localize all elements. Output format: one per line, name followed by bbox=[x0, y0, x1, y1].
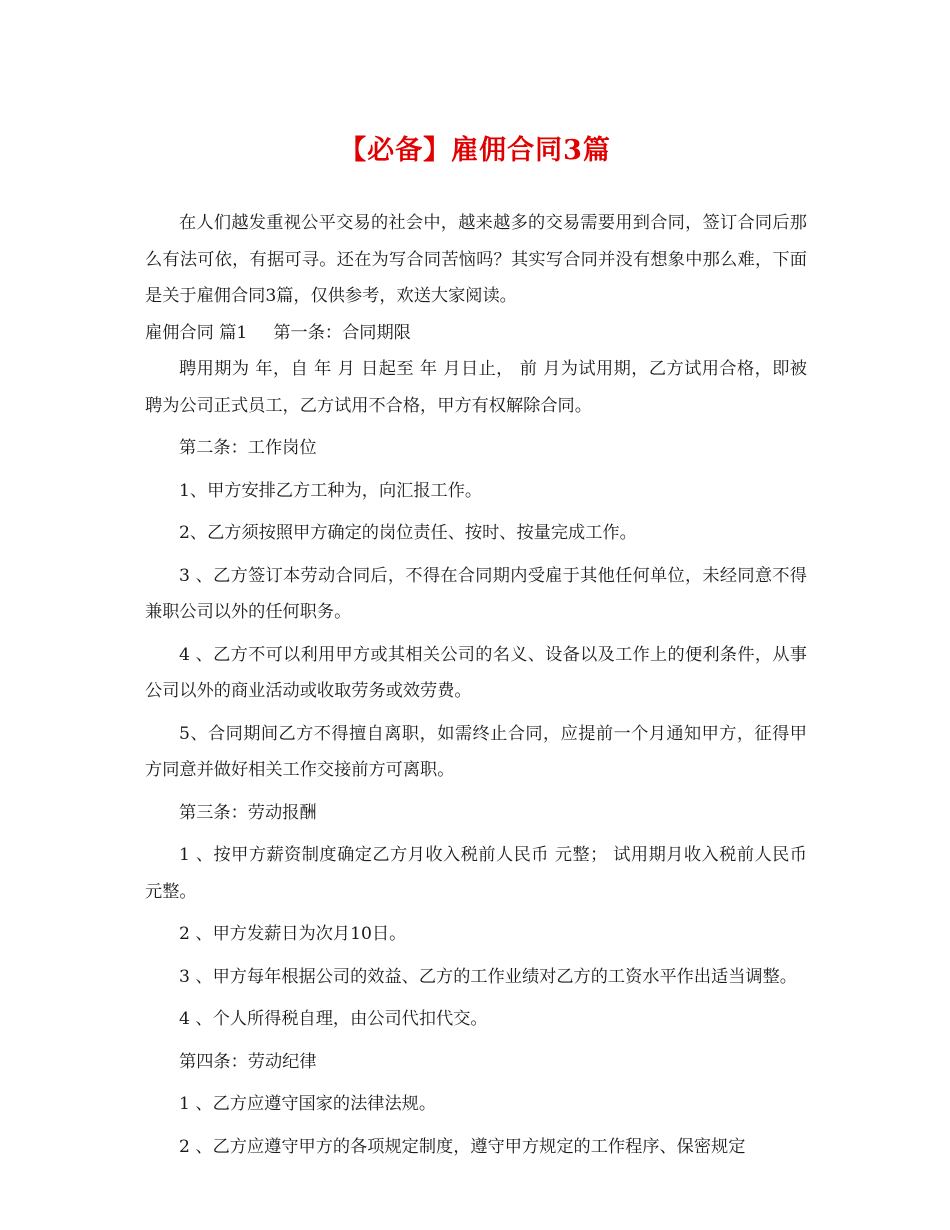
article3-item: 1 、按甲方薪资制度确定乙方月收入税前人民币 元整； 试用期月收入税前人民币 元整。 bbox=[145, 845, 807, 902]
article1-text: 聘用期为 年，自 年 月 日起至 年 月日止， 前 月为试用期，乙方试用合格，即被聘为公司正式员工，乙方试用不合格，甲方有权解除合同。 bbox=[145, 359, 807, 416]
article2-heading: 第二条：工作岗位 bbox=[179, 438, 317, 458]
article2-item: 1、甲方安排乙方工种为，向汇报工作。 bbox=[179, 480, 483, 501]
section-heading-line bbox=[145, 315, 807, 352]
article4-item: 1 、乙方应遵守国家的法律法规。 bbox=[179, 1094, 437, 1114]
document-title: 【必备】雇佣合同3篇 bbox=[339, 135, 611, 166]
section-label: 雇佣合同 篇1 bbox=[145, 322, 248, 343]
intro-paragraph: 在人们越发重视公平交易的社会中，越来越多的交易需要用到合同，签订合同后那么有法可依，有据可寻。还在为写合同苦恼吗？其实写合同并没有想象中那么难，下面是关于雇佣合同3篇，仅供参考，欢送大家阅读。 bbox=[145, 213, 807, 306]
article1-heading: 第一条：合同期限 bbox=[273, 322, 411, 343]
article3-heading: 第三条：劳动报酬 bbox=[179, 802, 317, 823]
article3-item: 4 、个人所得税自理，由公司代扣代交。 bbox=[179, 1009, 488, 1029]
article4-item: 2 、乙方应遵守甲方的各项规定制度，遵守甲方规定的工作程序、保密规定 bbox=[179, 1136, 746, 1157]
article2-item: 2、乙方须按照甲方确定的岗位责任、按时、按量完成工作。 bbox=[179, 523, 637, 543]
document-body bbox=[145, 205, 807, 1165]
article2-item: 5、合同期间乙方不得擅自离职，如需终止合同，应提前一个月通知甲方，征得甲方同意并做好相关工作交接前方可离职。 bbox=[145, 723, 807, 780]
article3-item: 2 、甲方发薪日为次月10日。 bbox=[179, 924, 407, 944]
article4-heading: 第四条：劳动纪律 bbox=[179, 1051, 317, 1072]
article2-item: 4 、乙方不可以利用甲方或其相关公司的名义、设备以及工作上的便利条件，从事公司以外的商业活动或收取劳务或效劳费。 bbox=[145, 644, 807, 701]
article2-item: 3 、乙方签订本劳动合同后，不得在合同期内受雇于其他任何单位，未经同意不得兼职公司以外的任何职务。 bbox=[145, 565, 807, 622]
article3-item: 3 、甲方每年根据公司的效益、乙方的工作业绩对乙方的工资水平作出适当调整。 bbox=[179, 966, 797, 987]
